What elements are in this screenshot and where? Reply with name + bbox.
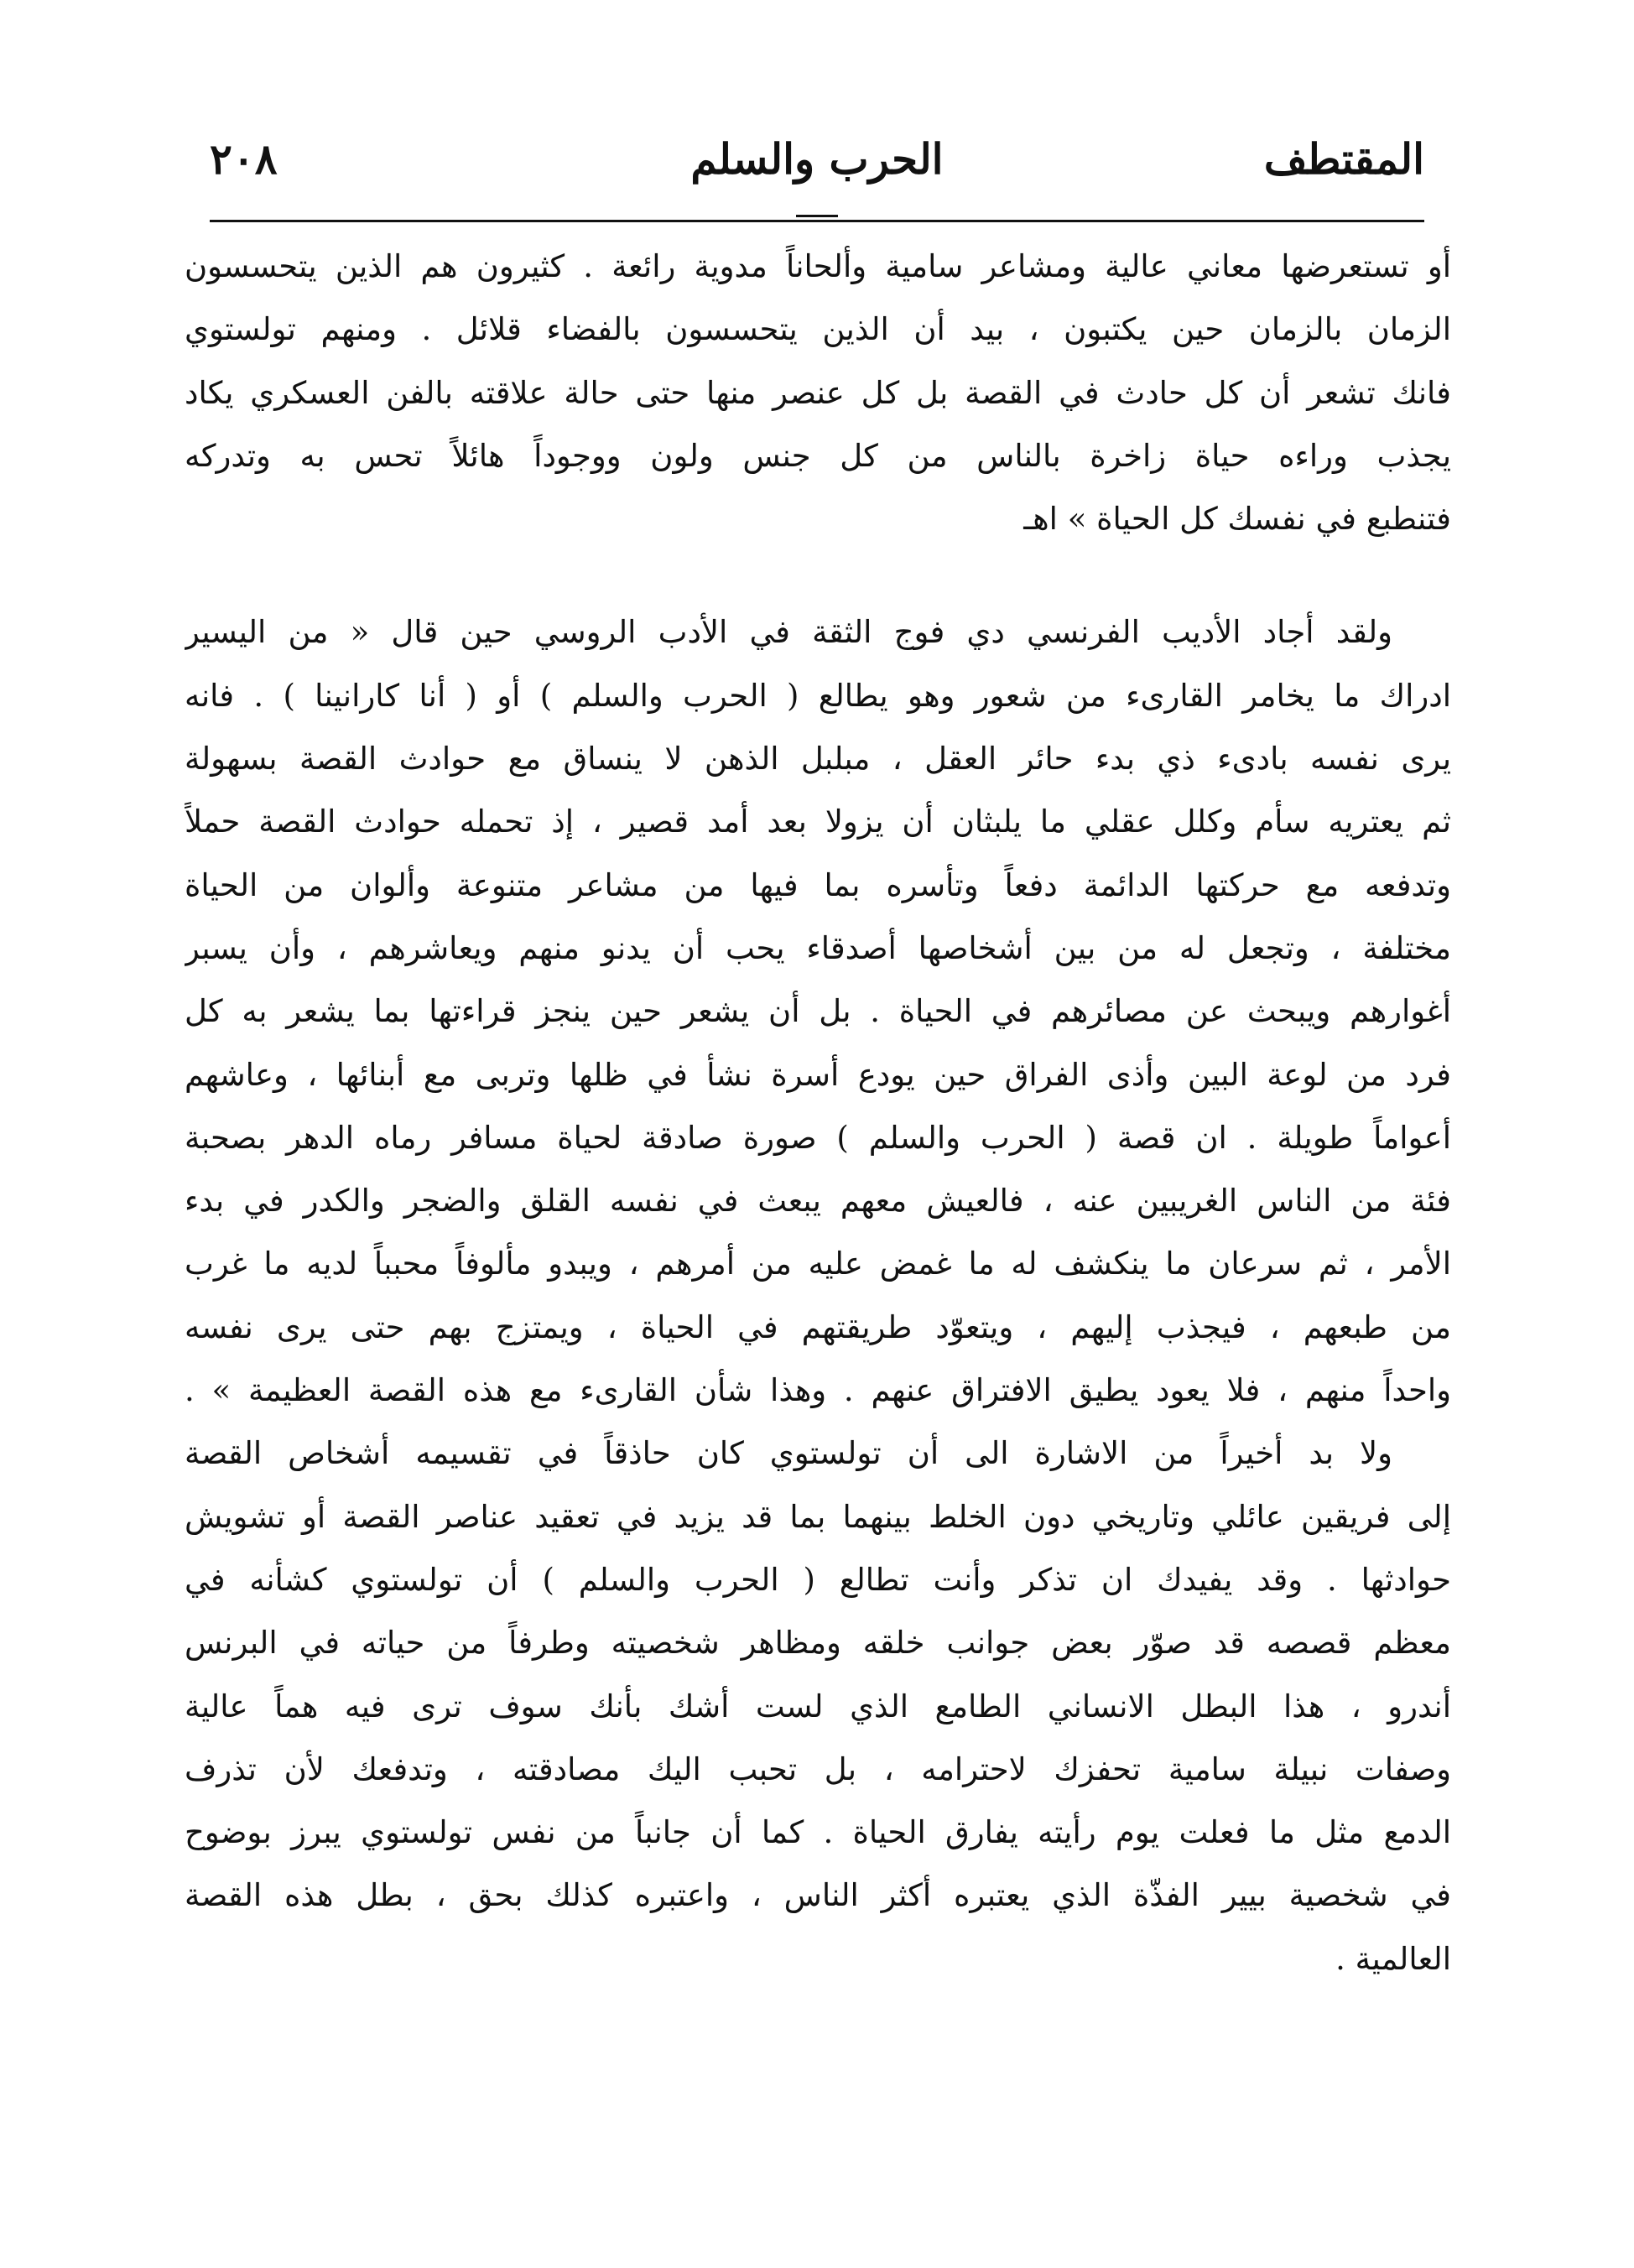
text-line: حوادثها . وقد يفيدك ان تذكر وأنت تطالع ( الحرب والسلم ) أن تولستوي كشأنه في xyxy=(185,1561,1451,1598)
text-line: الزمان بالزمان حين يكتبون ، بيد أن الذين يتحسسون بالفضاء قلائل . ومنهم تولستوي xyxy=(185,311,1451,348)
text-line: أندرو ، هذا البطل الانساني الطامع الذي لست أشك بأنك سوف ترى فيه هماً عالية xyxy=(185,1688,1451,1724)
text-line: فرد من لوعة البين وأذى الفراق حين يودع أسرة نشأ في ظلها وتربى مع أبنائها ، وعاشهم xyxy=(185,1056,1451,1093)
text-line: الدمع مثل ما فعلت يوم رأيته يفارق الحياة . كما أن جانباً من نفس تولستوي يبرز بوضوح xyxy=(185,1814,1451,1851)
text-line: ثم يعتريه سأم وكلل عقلي ما يلبثان أن يزولا بعد أمد قصير ، إذ تحمله حوادث القصة حملاً xyxy=(185,804,1451,840)
text-line: معظم قصصه قد صوّر بعض جوانب خلقه ومظاهر شخصيته وطرفاً من حياته في البرنس xyxy=(185,1625,1451,1662)
text-line: في شخصية بيير الفذّة الذي يعتبره أكثر الناس ، واعتبره كذلك بحق ، بطل هذه القصة xyxy=(185,1877,1451,1914)
text-line: أعواماً طويلة . ان قصة ( الحرب والسلم ) صورة صادقة لحياة مسافر رماه الدهر بصحبة xyxy=(185,1119,1451,1156)
page-number: ٢٠٨ xyxy=(210,134,278,184)
journal-name: المقتطف xyxy=(1263,134,1424,184)
paragraph-3 xyxy=(185,1422,1451,1990)
text-line: وتدفعه مع حركتها الدائمة دفعاً وتأسره بما فيها من مشاعر متنوعة وألوان من الحياة xyxy=(185,866,1451,903)
paragraph-2 xyxy=(185,601,1451,1422)
paragraph-1 xyxy=(185,235,1451,550)
text-line: فتنطبع في نفسك كل الحياة » اهـ xyxy=(1023,501,1451,538)
header-rule-mark xyxy=(796,215,838,217)
text-line: ولا بد أخيراً من الاشارة الى أن تولستوي كان حاذقاً في تقسيمه أشخاص القصة xyxy=(185,1435,1392,1472)
text-line: أو تستعرضها معاني عالية ومشاعر سامية وألحاناً مدوية رائعة . كثيرون هم الذين يتحسسون xyxy=(185,248,1451,284)
text-line: الأمر ، ثم سرعان ما ينكشف له ما غمض عليه من أمرهم ، ويبدو مألوفاً محبباً لديه ما غرب xyxy=(185,1246,1451,1282)
body-text xyxy=(185,235,1451,1990)
text-line: أغوارهم ويبحث عن مصائرهم في الحياة . بل أن يشعر حين ينجز قراءتها بما يشعر به كل xyxy=(185,993,1451,1030)
text-line: يرى نفسه بادىء ذي بدء حائر العقل ، مبلبل الذهن لا ينساق مع حوادث القصة بسهولة xyxy=(185,741,1451,778)
text-line: واحداً منهم ، فلا يعود يطيق الافتراق عنهم . وهذا شأن القارىء مع هذه القصة العظيمة » . xyxy=(185,1372,1451,1409)
text-line: فانك تشعر أن كل حادث في القصة بل كل عنصر منها حتى حالة علاقته بالفن العسكري يكاد xyxy=(185,374,1451,411)
paragraph-gap xyxy=(185,550,1451,601)
text-line: ادراك ما يخامر القارىء من شعور وهو يطالع ( الحرب والسلم ) أو ( أنا كارانينا ) . فانه xyxy=(185,677,1451,714)
header-rule xyxy=(210,220,1424,222)
text-line: مختلفة ، وتجعل له من بين أشخاصها أصدقاء يحب أن يدنو منهم ويعاشرهم ، وأن يسبر xyxy=(185,929,1451,966)
text-line: إلى فريقين عائلي وتاريخي دون الخلط بينهما بما قد يزيد في تعقيد عناصر القصة أو تشويش xyxy=(185,1498,1451,1535)
running-header xyxy=(210,126,1424,193)
text-line: من طبعهم ، فيجذب إليهم ، ويتعوّد طريقتهم في الحياة ، ويمتزج بهم حتى يرى نفسه xyxy=(185,1308,1451,1345)
article-title: الحرب والسلم xyxy=(690,134,944,184)
text-line: ولقد أجاد الأديب الفرنسي دي فوج الثقة في الأدب الروسي حين قال « من اليسير xyxy=(185,614,1392,651)
text-line: فئة من الناس الغريبين عنه ، فالعيش معهم يبعث في نفسه القلق والضجر والكدر في بدء xyxy=(185,1183,1451,1220)
text-line: وصفات نبيلة سامية تحفزك لاحترامه ، بل تحبب اليك مصادقته ، وتدفعك لأن تذرف xyxy=(185,1750,1451,1787)
text-line: يجذب وراءه حياة زاخرة بالناس من كل جنس ولون ووجوداً هائلاً تحس به وتدركه xyxy=(185,437,1451,474)
text-line: العالمية . xyxy=(1335,1940,1451,1977)
